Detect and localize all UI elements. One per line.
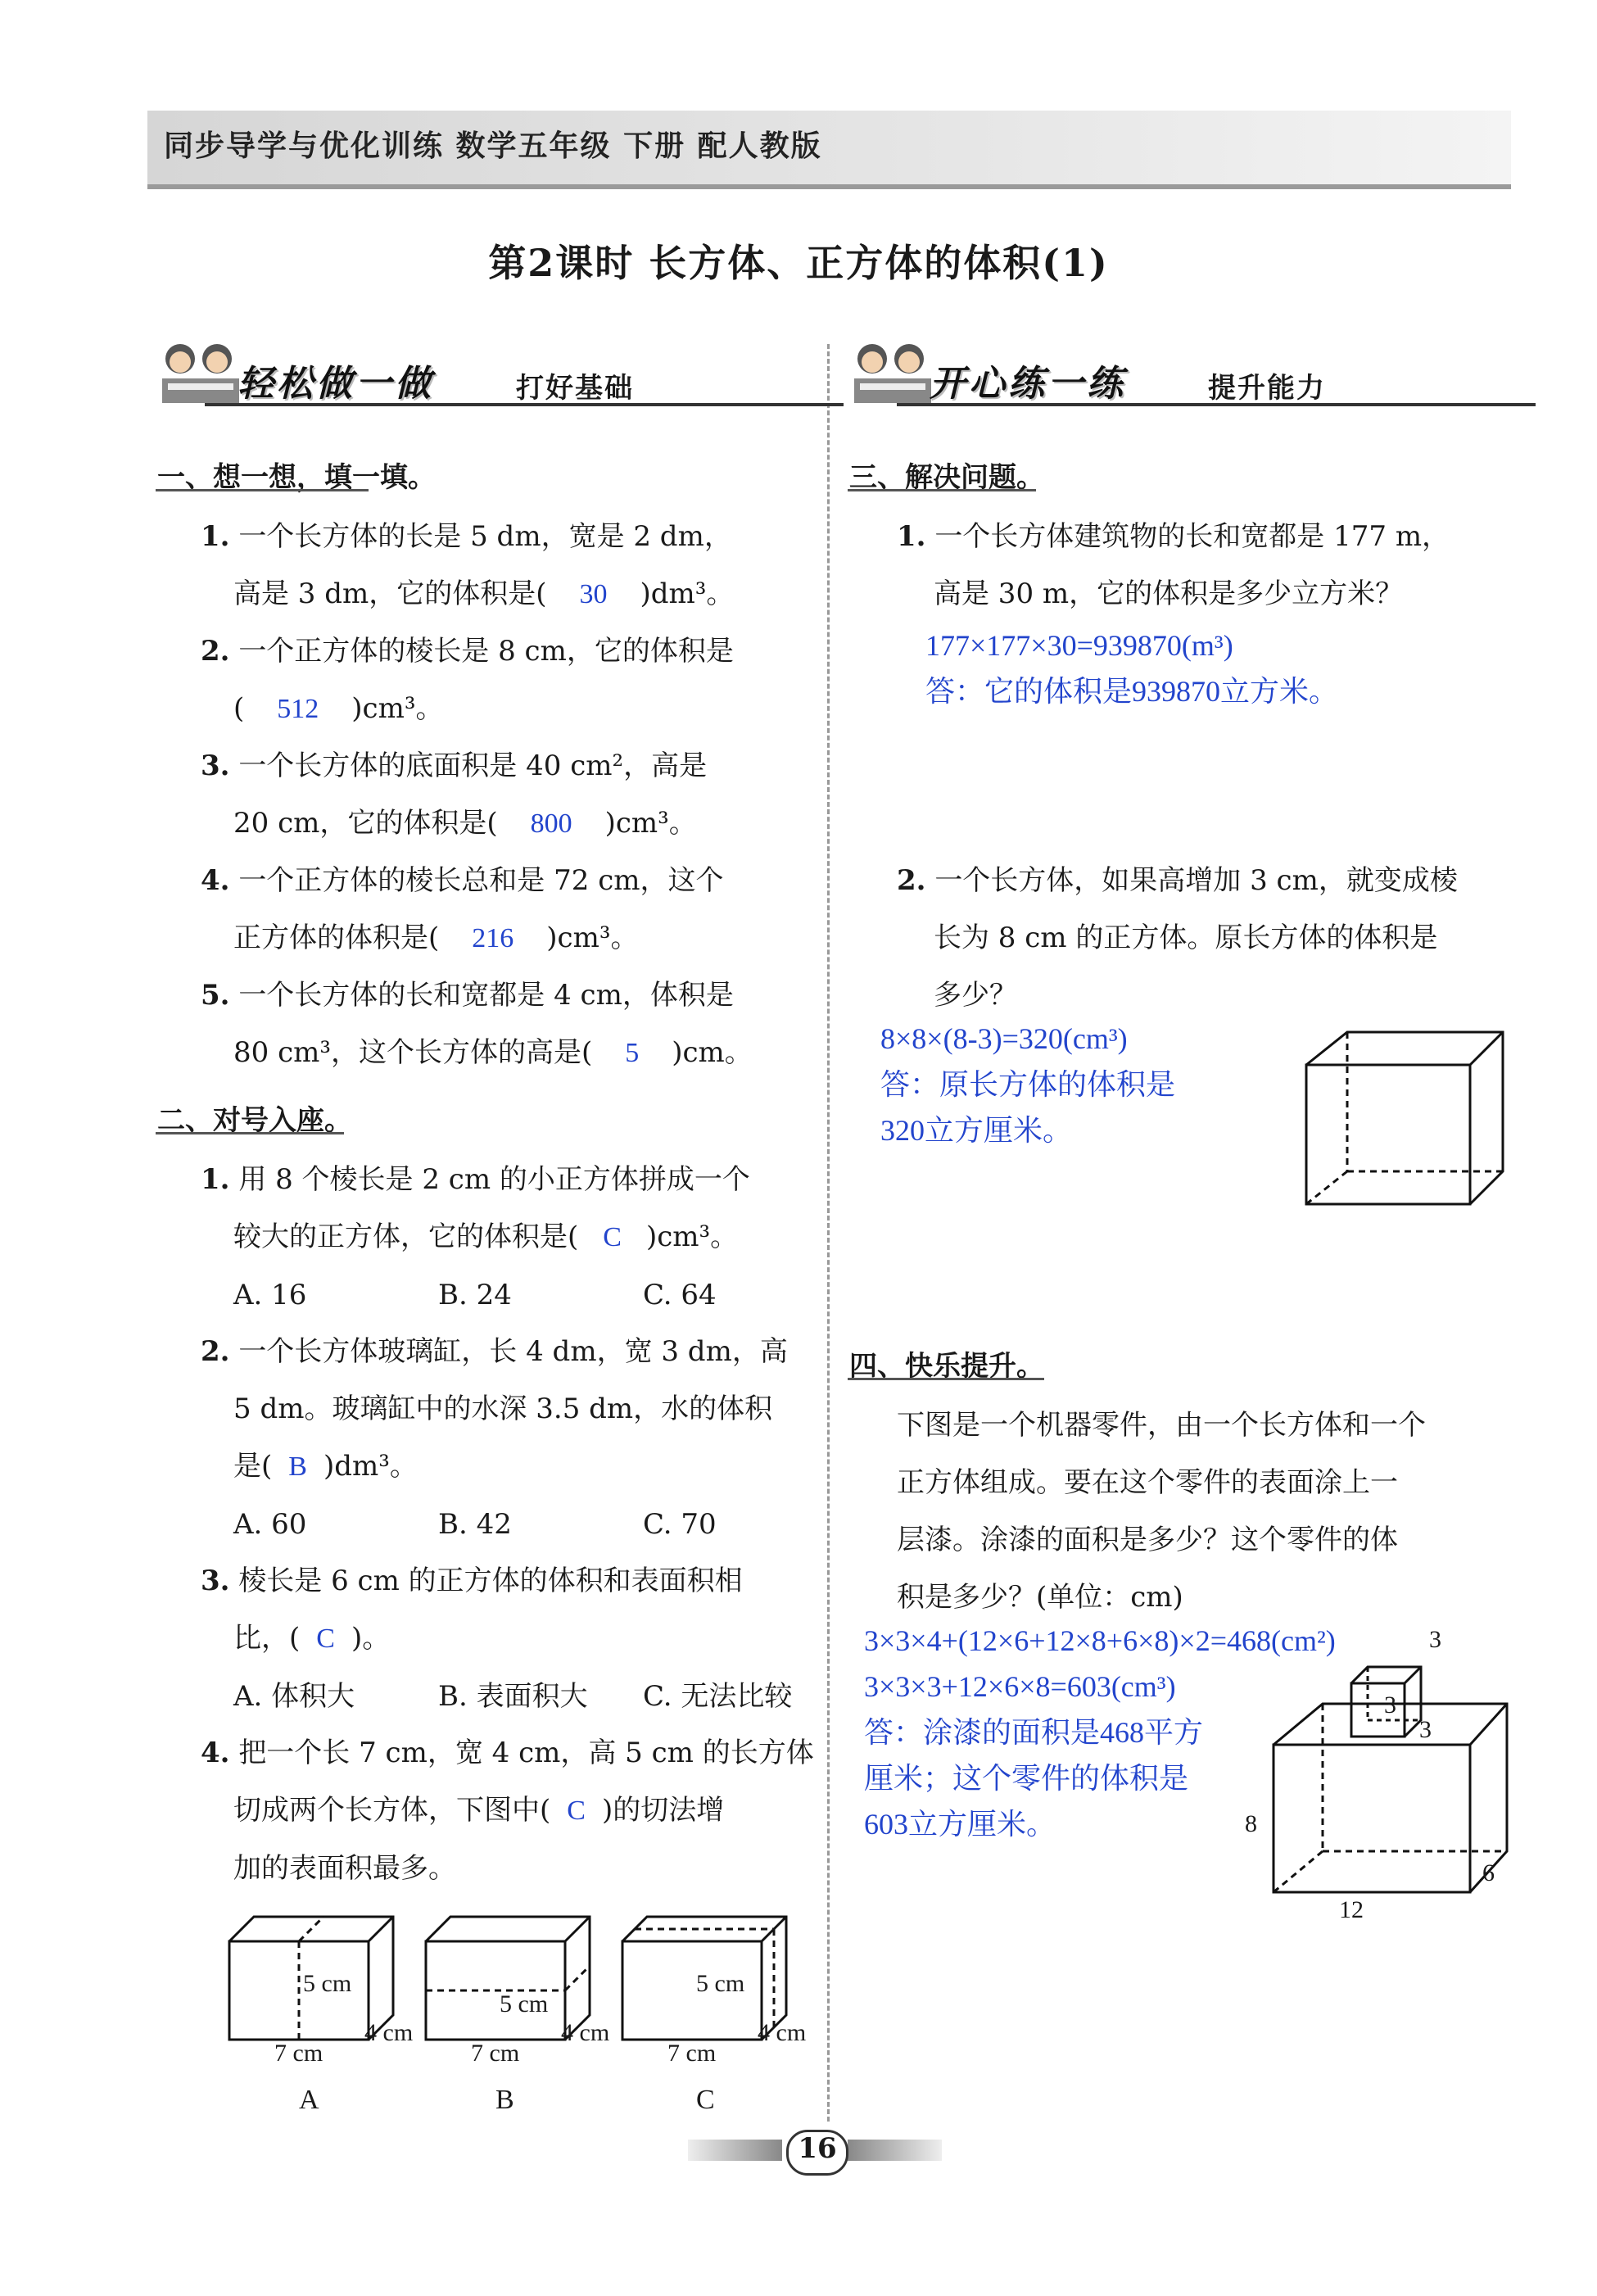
section-2-title: 二、对号入座。 xyxy=(157,1104,352,1137)
banner-title: 开心练一练 xyxy=(930,363,1126,405)
sec2-question-1: 1. 用 8 个棱长是 2 cm 的小正方体拼成一个 较大的正方体，它的体积是( C )cm³。 A. 16 B. 24 C. 64 xyxy=(201,1151,823,1324)
fig-b-label: B xyxy=(495,2085,514,2115)
answer: 216 xyxy=(472,923,514,953)
lesson-title: 第2课时 长方体、正方体的体积(1) xyxy=(488,241,1109,285)
cube-inner-label: 3 xyxy=(1384,1691,1396,1719)
sec4-answer: 3×3×4+(12×6+12×8+6×8)×2=468(cm²) 3×3×3+12×6×8=603(cm³) 答：涂漆的面积是468平方 厘米；这个零件的体积是 603立方厘米。 xyxy=(864,1624,1336,1841)
page-number: 16 xyxy=(786,2130,848,2176)
sec1-question-2: 2. 一个正方体的棱长是 8 cm，它的体积是 ( 512 )cm³。 xyxy=(201,635,734,725)
fig-a-height: 5 cm xyxy=(303,1970,352,1997)
option-a: A. 16 xyxy=(233,1279,307,1311)
right-banner xyxy=(848,336,1519,410)
fig-a-length: 7 cm xyxy=(274,2040,323,2067)
banner-title: 轻松做一做 xyxy=(238,363,434,405)
fig-c-length: 7 cm xyxy=(667,2040,717,2067)
answer: B xyxy=(288,1451,307,1482)
sec1-question-3: 3. 一个长方体的底面积是 40 cm²，高是 20 cm，它的体积是( 800 )cm³。 xyxy=(201,749,708,840)
banner-underline xyxy=(897,403,1536,406)
sec3-question-2: 2. 一个长方体，如果高增加 3 cm，就变成棱 长为 8 cm 的正方体。原长方体的体积是 多少？ xyxy=(897,864,1458,1012)
banner-subtitle: 提升能力 xyxy=(1208,372,1326,405)
sec1-question-5: 5. 一个长方体的长和宽都是 4 cm，体积是 80 cm³，这个长方体的高是( 5 )cm。 xyxy=(201,979,753,1069)
answer: C xyxy=(603,1222,622,1252)
sec4-question: 下图是一个机器零件，由一个长方体和一个 正方体组成。要在这个零件的表面涂上一 层漆。涂漆的面积是多少？这个零件的体 积是多少？(单位：cm) xyxy=(897,1409,1426,1614)
students-icon xyxy=(848,336,938,408)
sec1-question-1: 1. 一个长方体的长是 5 dm，宽是 2 dm， 高是 3 dm，它的体积是( 30 )dm³。 xyxy=(201,520,735,610)
column-divider xyxy=(827,344,830,2122)
option-a: A. 体积大 xyxy=(233,1680,355,1713)
sec2-question-2: 2. 一个长方体玻璃缸，长 4 dm，宽 3 dm，高 5 dm。玻璃缸中的水深 3.5 dm，水的体积 是( B )dm³。 A. 60 B. 42 C. 70 xyxy=(201,1323,823,1553)
answer: 512 xyxy=(277,694,319,724)
series-title: 同步导学与优化训练 数学五年级 下册 配人教版 xyxy=(164,129,822,163)
sec1-question-4: 4. 一个正方体的棱长总和是 72 cm，这个 正方体的体积是( 216 )cm³。 xyxy=(201,864,724,954)
section-1-title: 一、想一想，填一填。 xyxy=(157,461,436,494)
fig-c-height: 5 cm xyxy=(696,1970,745,1997)
fig-b-width: 4 cm xyxy=(561,2019,610,2046)
fig-c-width: 4 cm xyxy=(758,2019,807,2046)
students-icon xyxy=(156,336,246,408)
section-3-title: 三、解决问题。 xyxy=(849,461,1044,494)
option-c: C. 64 xyxy=(643,1279,717,1311)
answer: 800 xyxy=(530,808,572,839)
page-number-wing-right xyxy=(848,2140,942,2161)
fig-b-length: 7 cm xyxy=(471,2040,520,2067)
section-4-title: 四、快乐提升。 xyxy=(849,1350,1044,1383)
sec3-answer-1: 177×177×30=939870(m³) 答：它的体积是939870立方米。 xyxy=(925,629,1339,708)
left-banner xyxy=(156,336,827,410)
cube-figure xyxy=(1298,1024,1511,1212)
option-b: B. 42 xyxy=(438,1508,512,1541)
cube-side-label: 3 xyxy=(1419,1716,1432,1743)
sec2-question-3: 3. 棱长是 6 cm 的正方体的体积和表面积相 比，( C )。 A. 体积大 B. 表面积大 C. 无法比较 xyxy=(201,1552,823,1725)
option-b: B. 24 xyxy=(438,1279,512,1311)
length-label: 12 xyxy=(1339,1896,1364,1923)
option-a: A. 60 xyxy=(233,1508,307,1541)
fig-c-label: C xyxy=(696,2085,715,2115)
answer: 5 xyxy=(625,1038,640,1068)
banner-underline xyxy=(205,403,844,406)
width-label: 6 xyxy=(1482,1859,1495,1886)
option-c: C. 70 xyxy=(643,1508,717,1541)
option-b: B. 表面积大 xyxy=(438,1680,588,1713)
machine-part-figure xyxy=(1261,1646,1515,1909)
fig-a-label: A xyxy=(299,2085,319,2115)
page-number-wing-left xyxy=(688,2140,782,2161)
sec2-question-4: 4. 把一个长 7 cm，宽 4 cm，高 5 cm 的长方体 切成两个长方体，下图中( C )的切法增 加的表面积最多。 xyxy=(201,1737,814,1885)
cube-top-label: 3 xyxy=(1429,1626,1441,1653)
fig-b-height: 5 cm xyxy=(500,1990,549,2017)
answer: C xyxy=(567,1796,586,1826)
answer: 30 xyxy=(579,579,608,609)
sec3-answer-2: 8×8×(8-3)=320(cm³) 答：原长方体的体积是 320立方厘米。 xyxy=(880,1022,1176,1147)
option-c: C. 无法比较 xyxy=(643,1680,793,1713)
banner-subtitle: 打好基础 xyxy=(516,372,634,405)
height-label: 8 xyxy=(1245,1810,1257,1837)
fig-a-width: 4 cm xyxy=(364,2019,414,2046)
answer: C xyxy=(316,1624,335,1654)
sec3-question-1: 1. 一个长方体建筑物的长和宽都是 177 m， 高是 30 m，它的体积是多少立方米？ xyxy=(897,520,1450,610)
